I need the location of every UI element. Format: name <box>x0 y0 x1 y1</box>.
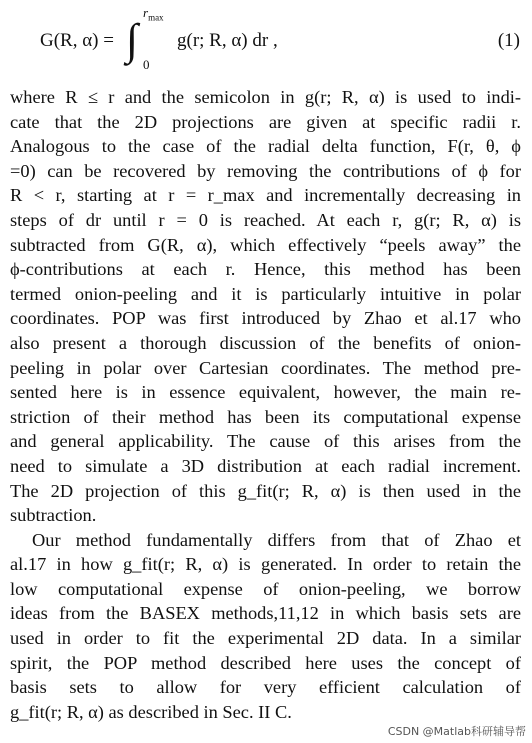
text-line: and general applicability. The cause of this arises from the <box>10 431 521 452</box>
text-line: also present a thorough discussion of the benefits of onion- <box>10 332 521 353</box>
text-line: need to simulate a 3D distribution at each radial increment. <box>10 455 521 476</box>
text-line: subtracted from G(R, α), which effectively “peels away” the <box>10 234 521 255</box>
text-line: steps of dr until r = 0 is reached. At each r, g(r; R, α) is <box>10 209 521 230</box>
text-line: termed onion-peeling and it is particularly intuitive in polar <box>10 283 521 304</box>
text-line: coordinates. POP was first introduced by Zhao et al.17 who <box>10 308 521 329</box>
integral-sign: ∫ <box>126 15 139 64</box>
text-line: subtraction. <box>10 505 97 526</box>
text-line: al.17 in how g_fit(r; R, α) is generated. In order to retain the <box>10 554 521 575</box>
text-line: =0) can be recovered by removing the contributions of ϕ for <box>10 160 521 181</box>
text-line: basis sets to allow for very efficient calculation of <box>10 677 521 698</box>
equation-number: (1) <box>497 30 520 51</box>
text-line: cate that the 2D projections are given at specific radii r. <box>10 111 521 132</box>
integral-upper-limit: $r_{max}$ <box>143 5 164 23</box>
text-line: The 2D projection of this g_fit(r; R, α) is then used in the <box>10 480 521 501</box>
text-line: ideas from the BASEX methods,11,12 in which basis sets are <box>10 603 521 624</box>
text-line: g_fit(r; R, α) as described in Sec. II C. <box>10 701 292 722</box>
body-text <box>10 85 521 724</box>
integral-lower-limit: 0 <box>143 57 150 72</box>
watermark: CSDN @Matlab科研辅导帮 <box>387 725 526 738</box>
equation-integrand: g(r; R, α) dr , <box>177 30 278 51</box>
text-line: Our method fundamentally differs from that of Zhao et <box>32 529 521 550</box>
text-line: striction of their method has been its computational expense <box>10 406 521 427</box>
text-line: used in order to fit the experimental 2D data. In a similar <box>10 628 521 649</box>
text-line: sented here is in essence equivalent, however, the main re- <box>10 382 521 403</box>
text-line: where R ≤ r and the semicolon in g(r; R, α) is used to indi- <box>10 87 521 107</box>
text-line: ϕ-contributions at each r. Hence, this method has been <box>10 259 521 280</box>
text-line: Analogous to the case of the radial delta function, F(r, θ, ϕ <box>10 136 521 157</box>
text-line: R < r, starting at r = r_max and incrementally decreasing in <box>10 185 521 206</box>
text-line: spirit, the POP method described here uses the concept of <box>10 652 521 673</box>
text-line: peeling in polar over Cartesian coordinates. The method pre- <box>10 357 521 378</box>
equation-lhs: G(R, α) = <box>40 30 114 51</box>
text-line: low computational expense of onion-peeling, we borrow <box>10 578 521 599</box>
equation-1 <box>0 0 532 82</box>
